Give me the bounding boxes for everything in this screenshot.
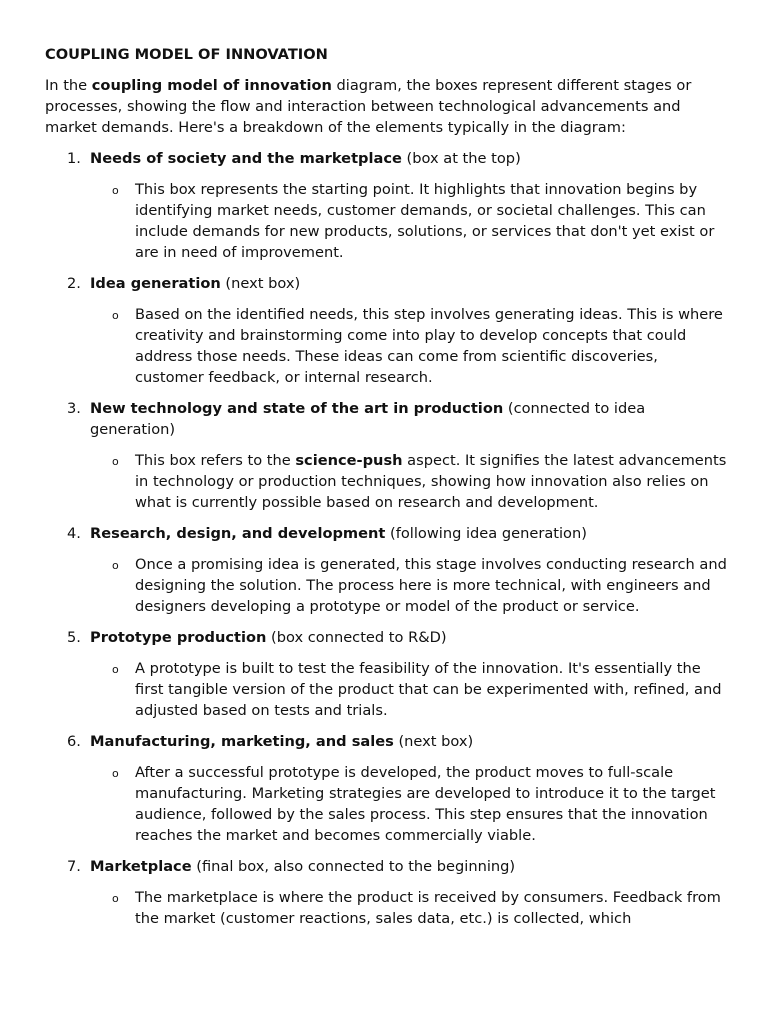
list-item: [45, 627, 728, 721]
circle-bullet-icon: o: [112, 663, 119, 676]
document-title: COUPLING MODEL OF INNOVATION: [45, 46, 328, 63]
item-number: 3.: [67, 400, 81, 417]
intro-pre: In the: [45, 77, 92, 94]
sub-list-item: [90, 179, 728, 263]
circle-bullet-icon: o: [112, 892, 119, 905]
item-number: 1.: [67, 150, 81, 167]
item-number: 4.: [67, 525, 81, 542]
list-item: [45, 523, 728, 617]
item-heading: Prototype production: [90, 629, 267, 646]
item-note: (next box): [393, 733, 474, 750]
item-note: (box connected to R&D): [266, 629, 447, 646]
item-heading: Marketplace: [90, 858, 192, 875]
sub-list: [90, 450, 728, 513]
item-heading: New technology and state of the art in production: [90, 400, 504, 417]
sub-list-item: [90, 554, 728, 617]
intro-paragraph: [45, 75, 728, 138]
item-description: A prototype is built to test the feasibility of the innovation. It's essentially the first tangible version of the product that can be experimented with, refined, and adjusted based on tests and trials.: [135, 660, 722, 719]
circle-bullet-icon: o: [112, 767, 119, 780]
description-post: aspect. It signifies the latest advancements in technology or production techniques, showing how innovation also relies on what is currently possible based on research and development.: [135, 452, 727, 511]
sub-list: [90, 554, 728, 617]
item-note: (box at the top): [401, 150, 521, 167]
item-number: 2.: [67, 275, 81, 292]
item-heading: Idea generation: [90, 275, 221, 292]
sub-list: [90, 887, 728, 929]
description-bold: science-push: [295, 452, 403, 469]
sub-list: [90, 658, 728, 721]
sub-list: [90, 179, 728, 263]
item-description: After a successful prototype is developed, the product moves to full-scale manufacturing. Marketing strategies are developed to introduce it to the target audience, followed by the sales process. This step ensures that the innovation reaches the market and becomes commercially viable.: [135, 764, 716, 844]
list-item: [45, 148, 728, 263]
sub-list: [90, 762, 728, 846]
item-number: 7.: [67, 858, 81, 875]
item-description: Based on the identified needs, this step involves generating ideas. This is where creativity and brainstorming come into play to develop concepts that could address those needs. These ideas can come from scientific discoveries, customer feedback, or internal research.: [135, 306, 723, 386]
sub-list-item: [90, 658, 728, 721]
item-description: The marketplace is where the product is received by consumers. Feedback from the market (customer reactions, sales data, etc.) is collected, which: [135, 889, 721, 927]
list-item: [45, 856, 728, 929]
item-note: (connected to idea generation): [90, 400, 646, 438]
list-item: [45, 273, 728, 388]
sub-list-item: [90, 887, 728, 929]
circle-bullet-icon: o: [112, 184, 119, 197]
intro-post: diagram, the boxes represent different stages or processes, showing the flow and interaction between technological advancements and market demands. Here's a breakdown of the elements typically in the diagram:: [45, 77, 692, 136]
circle-bullet-icon: o: [112, 559, 119, 572]
item-note: (final box, also connected to the beginning): [191, 858, 516, 875]
description-pre: This box refers to the: [135, 452, 296, 469]
intro-bold: coupling model of innovation: [91, 77, 332, 94]
list-item: [45, 731, 728, 846]
sub-list-item: [90, 762, 728, 846]
sub-list: [90, 304, 728, 388]
item-heading: Research, design, and development: [90, 525, 386, 542]
stages-list: [45, 148, 728, 929]
item-number: 6.: [67, 733, 81, 750]
circle-bullet-icon: o: [112, 455, 119, 468]
list-item: [45, 398, 728, 513]
sub-list-item: [90, 450, 728, 513]
item-note: (next box): [220, 275, 301, 292]
item-heading: Needs of society and the marketplace: [90, 150, 402, 167]
item-heading: Manufacturing, marketing, and sales: [90, 733, 394, 750]
circle-bullet-icon: o: [112, 309, 119, 322]
item-note: (following idea generation): [385, 525, 587, 542]
sub-list-item: [90, 304, 728, 388]
item-number: 5.: [67, 629, 81, 646]
item-description: This box represents the starting point. It highlights that innovation begins by identifying market needs, customer demands, or societal challenges. This can include demands for new products, solutions, or services that don't yet exist or are in need of improvement.: [135, 181, 715, 261]
item-description: Once a promising idea is generated, this stage involves conducting research and designing the solution. The process here is more technical, with engineers and designers developing a prototype or model of the product or service.: [135, 556, 727, 615]
item-description: [135, 452, 726, 511]
